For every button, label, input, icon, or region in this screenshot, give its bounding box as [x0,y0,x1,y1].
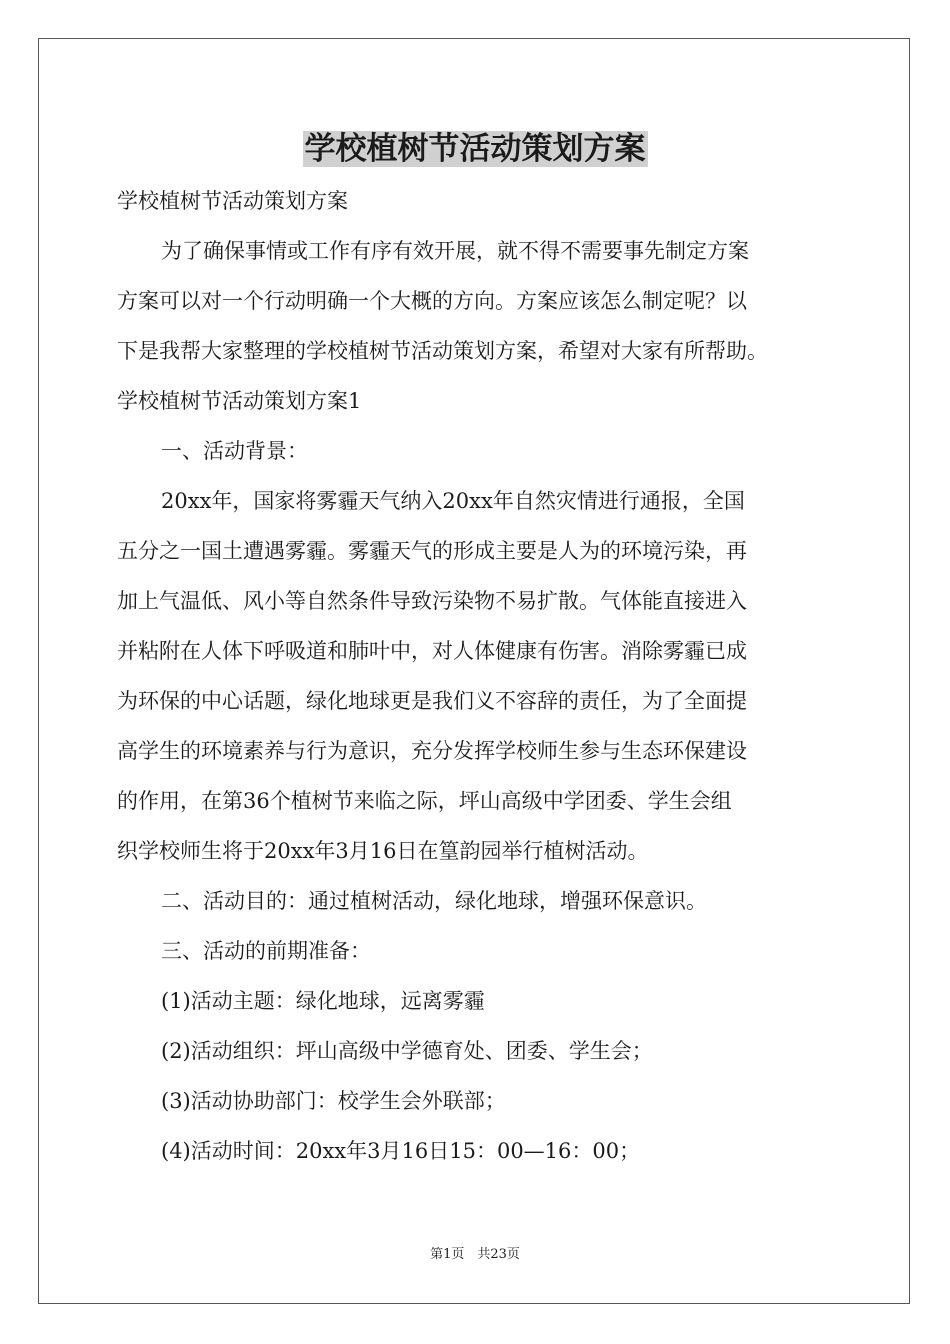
text-line: 学校植树节活动策划方案 [117,189,348,213]
text-line: 加上气温低、风小等自然条件导致污染物不易扩散。气体能直接进入 [117,589,747,613]
text-line: (3)活动协助部门：校学生会外联部； [161,1089,506,1113]
text-line: 织学校师生将于20xx年3月16日在篁韵园举行植树活动。 [117,839,649,863]
page-number-footer: 第1页 共23页 [430,1247,520,1262]
text-line: 二、活动目的：通过植树活动，绿化地球，增强环保意识。 [161,889,707,913]
text-line: 20xx年，国家将雾霾天气纳入20xx年自然灾情进行通报，全国 [161,489,745,513]
text-line: 为了确保事情或工作有序有效开展，就不得不需要事先制定方案 [161,239,749,263]
text-line: 一、活动背景： [161,439,308,463]
text-line: (4)活动时间：20xx年3月16日15：00—16：00； [161,1139,641,1163]
text-line: 学校植树节活动策划方案1 [117,389,362,413]
document-title: 学校植树节活动策划方案 [304,131,646,167]
text-line: (1)活动主题：绿化地球，远离雾霾 [161,989,485,1013]
text-line: 三、活动的前期准备： [161,939,371,963]
text-line: (2)活动组织：坪山高级中学德育处、团委、学生会； [161,1039,653,1063]
text-line: 下是我帮大家整理的学校植树节活动策划方案，希望对大家有所帮助。 [117,339,768,363]
text-line: 为环保的中心话题，绿化地球更是我们义不容辞的责任，为了全面提 [117,689,747,713]
text-line: 高学生的环境素养与行为意识，充分发挥学校师生参与生态环保建设 [117,739,747,763]
text-line: 并粘附在人体下呼吸道和肺叶中，对人体健康有伤害。消除雾霾已成 [117,639,747,663]
text-line: 五分之一国土遭遇雾霾。雾霾天气的形成主要是人为的环境污染，再 [117,539,747,563]
document-body [117,176,837,1176]
text-line: 的作用，在第36个植树节来临之际，坪山高级中学团委、学生会组 [117,789,732,813]
text-line: 方案可以对一个行动明确一个大概的方向。方案应该怎么制定呢？以 [117,289,747,313]
